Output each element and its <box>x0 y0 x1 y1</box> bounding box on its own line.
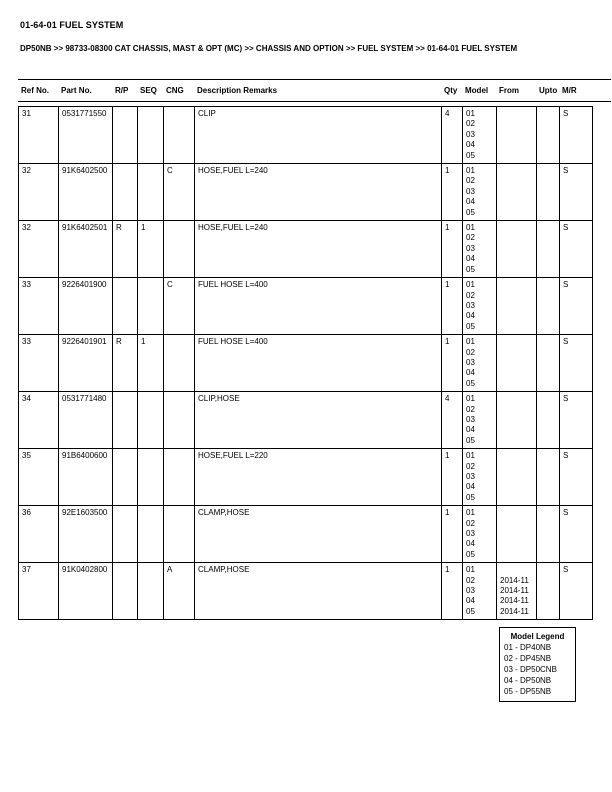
cell-model: 01 02 03 04 05 <box>463 392 497 449</box>
cell-description: HOSE,FUEL L=240 <box>195 221 442 278</box>
cell-ref-no: 33 <box>19 278 59 335</box>
cell-rp: R <box>113 335 138 392</box>
cell-qty: 1 <box>442 563 463 620</box>
cell-from <box>497 221 537 278</box>
cell-mr: S <box>560 449 593 506</box>
cell-from <box>497 107 537 164</box>
cell-model: 01 02 03 04 05 <box>463 164 497 221</box>
table-row <box>19 278 593 335</box>
cell-model: 01 02 03 04 05 <box>463 506 497 563</box>
cell-from <box>497 449 537 506</box>
cell-mr: S <box>560 563 593 620</box>
cell-cng <box>164 506 195 563</box>
cell-upto <box>537 392 560 449</box>
cell-qty: 1 <box>442 278 463 335</box>
cell-rp <box>113 278 138 335</box>
cell-upto <box>537 335 560 392</box>
table-row <box>19 506 593 563</box>
cell-mr: S <box>560 335 593 392</box>
cell-upto <box>537 221 560 278</box>
cell-ref-no: 33 <box>19 335 59 392</box>
cell-seq <box>138 506 164 563</box>
cell-ref-no: 35 <box>19 449 59 506</box>
cell-qty: 1 <box>442 335 463 392</box>
header-rp: R/P <box>115 86 129 95</box>
cell-part-no: 91B6400600 <box>59 449 113 506</box>
legend-item: 05 - DP55NB <box>504 687 552 696</box>
cell-part-no: 91K6402500 <box>59 164 113 221</box>
cell-description: HOSE,FUEL L=220 <box>195 449 442 506</box>
cell-description: CLAMP,HOSE <box>195 563 442 620</box>
cell-ref-no: 31 <box>19 107 59 164</box>
table-row <box>19 221 593 278</box>
cell-upto <box>537 278 560 335</box>
cell-qty: 4 <box>442 107 463 164</box>
cell-cng <box>164 335 195 392</box>
cell-qty: 1 <box>442 221 463 278</box>
cell-upto <box>537 563 560 620</box>
table-row <box>19 107 593 164</box>
cell-part-no: 9226401900 <box>59 278 113 335</box>
cell-from <box>497 278 537 335</box>
cell-seq <box>138 164 164 221</box>
cell-qty: 1 <box>442 164 463 221</box>
cell-upto <box>537 107 560 164</box>
cell-mr: S <box>560 392 593 449</box>
cell-cng: A <box>164 563 195 620</box>
cell-mr: S <box>560 506 593 563</box>
header-mr: M/R <box>562 86 577 95</box>
cell-seq <box>138 392 164 449</box>
cell-upto <box>537 164 560 221</box>
table-row <box>19 335 593 392</box>
cell-description: HOSE,FUEL L=240 <box>195 164 442 221</box>
cell-mr: S <box>560 278 593 335</box>
cell-model: 01 02 03 04 05 <box>463 335 497 392</box>
header-part-no: Part No. <box>61 86 92 95</box>
cell-ref-no: 32 <box>19 164 59 221</box>
cell-part-no: 91K0402800 <box>59 563 113 620</box>
table-row <box>19 392 593 449</box>
cell-cng <box>164 392 195 449</box>
cell-cng: C <box>164 278 195 335</box>
cell-qty: 1 <box>442 506 463 563</box>
cell-seq: 1 <box>138 221 164 278</box>
cell-rp <box>113 563 138 620</box>
legend-item: 02 - DP45NB <box>504 654 552 663</box>
header-ref-no: Ref No. <box>21 86 49 95</box>
cell-ref-no: 36 <box>19 506 59 563</box>
cell-upto <box>537 449 560 506</box>
header-model: Model <box>465 86 489 95</box>
legend-item: 01 - DP40NB <box>504 643 552 652</box>
cell-model: 01 02 03 04 05 <box>463 449 497 506</box>
header-cng: CNG <box>166 86 184 95</box>
cell-part-no: 9226401901 <box>59 335 113 392</box>
cell-upto <box>537 506 560 563</box>
cell-rp <box>113 107 138 164</box>
cell-from: 2014-11 2014-11 2014-11 2014-11 <box>497 563 537 620</box>
breadcrumb: DP50NB >> 98733-08300 CAT CHASSIS, MAST & OPT (MC) >> CHASSIS AND OPTION >> FUEL SYSTEM >> 01-64-01 FUEL SYSTEM <box>20 44 518 53</box>
cell-qty: 1 <box>442 449 463 506</box>
cell-mr: S <box>560 221 593 278</box>
legend-item: 03 - DP50CNB <box>504 665 557 674</box>
cell-cng <box>164 221 195 278</box>
cell-rp <box>113 392 138 449</box>
cell-description: CLIP,HOSE <box>195 392 442 449</box>
cell-model: 01 02 03 04 05 <box>463 221 497 278</box>
cell-ref-no: 32 <box>19 221 59 278</box>
cell-rp <box>113 506 138 563</box>
cell-description: CLAMP,HOSE <box>195 506 442 563</box>
cell-description: FUEL HOSE L=400 <box>195 335 442 392</box>
model-legend <box>499 627 576 702</box>
model-legend-title: Model Legend <box>510 632 565 641</box>
cell-ref-no: 34 <box>19 392 59 449</box>
cell-from <box>497 392 537 449</box>
cell-description: FUEL HOSE L=400 <box>195 278 442 335</box>
page-title: 01-64-01 FUEL SYSTEM <box>20 20 124 30</box>
cell-seq: 1 <box>138 335 164 392</box>
cell-part-no: 91K6402501 <box>59 221 113 278</box>
cell-part-no: 92E1603500 <box>59 506 113 563</box>
cell-mr: S <box>560 164 593 221</box>
cell-from <box>497 506 537 563</box>
cell-cng: C <box>164 164 195 221</box>
cell-ref-no: 37 <box>19 563 59 620</box>
cell-part-no: 0531771550 <box>59 107 113 164</box>
header-description: Description Remarks <box>197 86 278 95</box>
cell-seq <box>138 107 164 164</box>
cell-rp <box>113 449 138 506</box>
legend-item: 04 - DP50NB <box>504 676 552 685</box>
cell-cng <box>164 107 195 164</box>
cell-mr: S <box>560 107 593 164</box>
cell-cng <box>164 449 195 506</box>
cell-qty: 4 <box>442 392 463 449</box>
model-legend-items <box>500 642 575 697</box>
table-row <box>19 164 593 221</box>
cell-description: CLIP <box>195 107 442 164</box>
header-from: From <box>499 86 519 95</box>
header-upto: Upto <box>539 86 558 95</box>
cell-seq <box>138 449 164 506</box>
cell-seq <box>138 278 164 335</box>
cell-part-no: 0531771480 <box>59 392 113 449</box>
table-row <box>19 449 593 506</box>
cell-from <box>497 335 537 392</box>
cell-model: 01 02 03 04 05 <box>463 107 497 164</box>
cell-model: 01 02 03 04 05 <box>463 278 497 335</box>
parts-table <box>18 106 593 620</box>
header-seq: SEQ <box>140 86 157 95</box>
header-qty: Qty <box>444 86 458 95</box>
cell-model: 01 02 03 04 05 <box>463 563 497 620</box>
cell-from <box>497 164 537 221</box>
cell-rp: R <box>113 221 138 278</box>
table-row <box>19 563 593 620</box>
table-header <box>18 79 611 102</box>
cell-rp <box>113 164 138 221</box>
cell-seq <box>138 563 164 620</box>
